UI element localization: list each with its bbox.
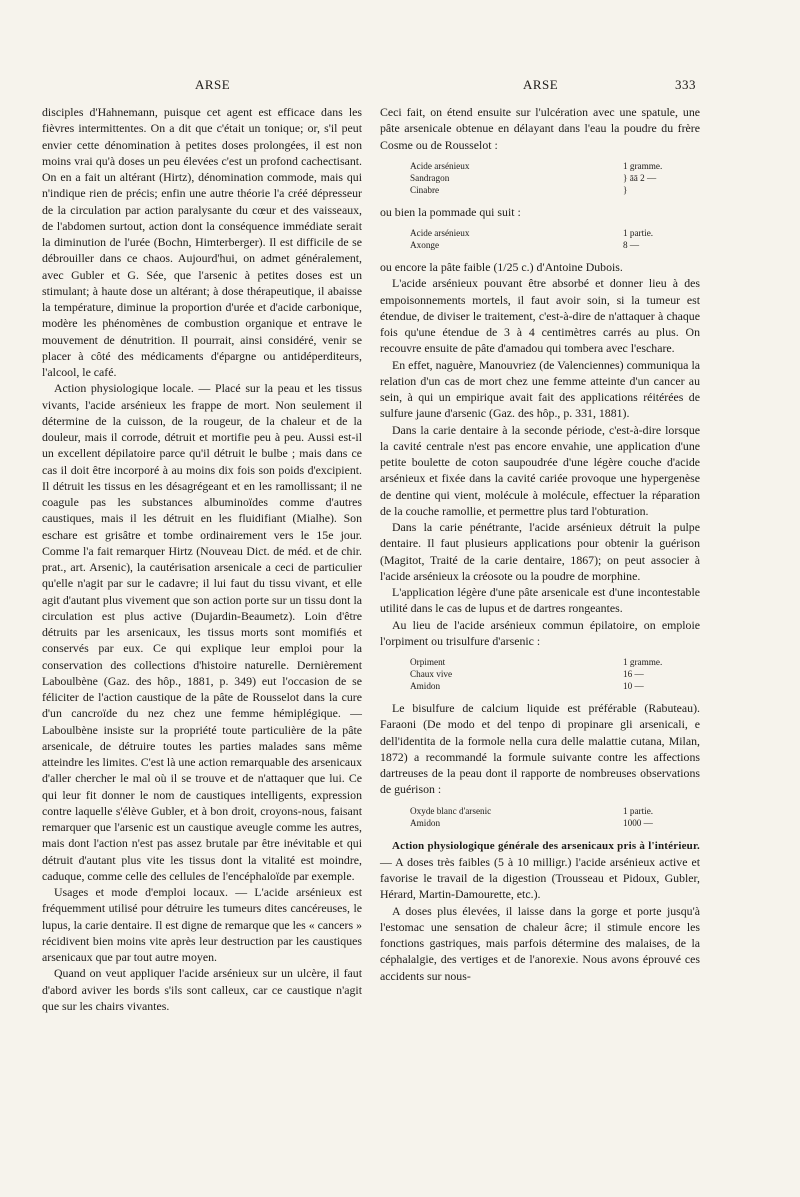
paragraph: ou encore la pâte faible (1/25 c.) d'Antoine Dubois. bbox=[380, 260, 623, 274]
page-number: 333 bbox=[675, 77, 696, 92]
formula-row: Chaux vive 16 — bbox=[410, 669, 644, 679]
paragraph: Dans la carie pénétrante, l'acide arsénieux détruit la pulpe dentaire. Il faut plusieurs applications pour obtenir la guérison (Magitot, Traité de la carie dentaire, 1867); on peut associer à l'acide arsénieux la créosote ou la poudre de morphine. bbox=[380, 520, 700, 583]
paragraph: Le bisulfure de calcium liquide est préférable (Rabuteau). Faraoni (De modo et del tenpo di propinare gli arsenicali, e dell'identita de la formole nella cura delle malattie cutana, Milan, 1872) a recommandé la formule suivante contre les affections dartreuses de la peau dont il rapporte de nombreuses observations de guérison : bbox=[380, 701, 700, 797]
formula-row: Acide arsénieux 1 partie. bbox=[410, 228, 654, 238]
formula-rousselot bbox=[410, 160, 700, 196]
formula-row: Acide arsénieux 1 gramme. bbox=[410, 160, 663, 171]
paragraph: L'application légère d'une pâte arsenicale est d'une incontestable utilité dans le cas de lupus et de dartres rongeantes. bbox=[380, 585, 700, 616]
section-heading: Action physiologique générale des arsenicaux pris à l'intérieur. bbox=[392, 839, 700, 852]
formula-faraoni bbox=[410, 805, 700, 829]
formula-row: Oxyde blanc d'arsenic 1 partie. bbox=[410, 805, 654, 816]
left-column bbox=[42, 104, 362, 1014]
paragraph: Ceci fait, on étend ensuite sur l'ulcération avec une spatule, une pâte arsenicale obtenue en délayant dans l'eau la poudre du frère Cosme ou de Rousselot : bbox=[380, 105, 700, 152]
formula-row: Amidon 10 — bbox=[410, 681, 644, 691]
paragraph: ou bien la pommade qui suit : bbox=[380, 204, 521, 219]
formula-row: Sandragon } āā 2 — bbox=[410, 172, 657, 183]
formula-pommade bbox=[410, 227, 700, 251]
paragraph: Quand on veut appliquer l'acide arsénieux sur un ulcère, il faut d'abord aviver les bords s'ils sont calleux, car ce caustique n'agit que sur les chairs vivantes. bbox=[42, 966, 362, 1013]
paragraph: A doses plus élevées, il laisse dans la gorge et porte jusqu'à l'estomac une sensation de chaleur âcre; il stimule encore les fonctions gastriques, mais parfois détermine des malaises, de la céphalalgie, des vertiges et de l'anorexie. Nous avons éprouvé ces accidents sur nous- bbox=[380, 903, 700, 983]
formula-row: Cinabre } bbox=[410, 184, 628, 195]
paragraph: Dans la carie dentaire à la seconde période, c'est-à-dire lorsque la cavité centrale n'est pas encore envahie, une application d'une petite boulette de coton saupoudrée d'une légère couche d'acide arsénieux et fixée dans la cavité cariée provoque une hypergenèse de dentine qui vient, molécule à molécule, effectuer la réparation de la couche ramollie, et permettre plus tard l'obturation. bbox=[380, 422, 700, 518]
formula-row: Axonge 8 — bbox=[410, 240, 640, 250]
paragraph: En effet, naguère, Manouvriez (de Valenciennes) communiqua la relation d'un cas de mort chez une femme atteinte d'un cancer au sein, à qui un empirique avait fait des applications réitérées de sulfure jaune d'arsenic (Gaz. des hôp., p. 331, 1881). bbox=[380, 357, 700, 421]
paragraph-usages: Usages et mode d'emploi locaux. — L'acide arsénieux est fréquemment utilisé pour détruire les tumeurs dites cancéreuses, le lupus, la carie dentaire. Il est digne de remarque que les « cancers » récidivent bien moins vite après leur destruction par les caustiques arsenicaux que par tout autre moyen. bbox=[42, 885, 362, 964]
paragraph: L'acide arsénieux pouvant être absorbé et donner lieu à des empoisonnements mortels, il faut avoir soin, si la tumeur est étendue, de diviser le traitement, c'est-à-dire de n'attaquer à chaque fois qu'une étendue de 3 à 4 centimètres carrés au plus. On recouvre ensuite de pâte d'amadou qui tombera avec l'eschare. bbox=[380, 276, 700, 356]
paragraph-action-locale: Action physiologique locale. — Placé sur la peau et les tissus vivants, l'acide arsénieux les frappe de mort. Non seulement il détermine de la cuisson, de la rougeur, de la chaleur et de la douleur, mais il corrode, détruit et mortifie peu à peu. Aussi est-il un excellent dépilatoire parce qu'il détruit le bulbe ; mais dans ce cas il doit être incorporé à au moins dix fois son poids d'excipient. Il détruit les tissus en les désagrégeant et en les ramollissant; il ne coagule pas les substances albuminoïdes comme d'autres caustiques, mais il les détruit en les fluidifiant (Mialhe). Son eschare est grisâtre et tombe ordinairement vers le 15e jour. Comme l'a fait remarquer Hirtz (Nouveau Dict. de méd. et de chir. prat., art. Arsenic), la cautérisation arsenicale a ceci de particulier qu'elle n'agit par sur le cadavre; il lui faut du tissu vivant, et elle agit d'autant plus vivement que son action porte sur un tissu dont la circulation est plus active (Dujardin-Beaumetz). Loin d'être détruits par les arsenicaux, les tissus morts sont momifiés et conservés par eux. Ce qui explique leur emploi pour la conservation des collections d'histoire naturelle. Dernièrement Laboulbène (Gaz. des hôp., 1881, p. 349) eut l'occasion de se féliciter de l'action caustique de la pâte de Rousselot dans la cure d'un cancroïde du nez chez une femme hémiplégique. — Laboulbène insiste sur la propriété toute particulière de la pâte arsenicale, de détruire toutes les parties malades sans même atteindre les limites. C'est là une action remarquable des arsenicaux d'aller chercher le mal où il se trouve et de n'attaquer que lui. Ce qui leur fit donner le nom de caustiques intelligents, expression contre laquelle s'élève Gubler, et à bon droit, croyons-nous, faisant remarquer que l'arsenic est un caustique aveugle comme les autres, mais dont l'action n'est pas assez brutale par être inévitable et qui détruit d'autant plus vite les tissus dont la vitalité est moindre, caduque, comme celle des cellules de l'encéphaloïde par exemple. bbox=[42, 381, 362, 883]
paragraph: disciples d'Hahnemann, puisque cet agent est efficace dans les fièvres intermittentes. On a dit que c'était un tonique; or, s'il peut envier cette dénomination à petites doses prolongées, il est non moins vrai qu'à doses un peu élevées c'est un profond cachectisant. On en a fait un altérant (Hirtz), dénomination commode, mais qui n'indique rien de précis; enfin une autre théorie l'a créé dépresseur de la circulation par action paralysante du cœur et des vaisseaux, de l'abdomen surtout, action dont la conséquence immédiate serait la diminution de l'urée (Bochn, Himterberger). Il est difficile de se débrouiller dans ce chaos. Aujourd'hui, on admet généralement, avec Gubler et G. Sée, que l'arsenic à petites doses est un stimulant; à haute dose un altérant; à dose thérapeutique, il abaisse la température, diminue la proportion d'urée et d'acide carbonique, modère les phénomènes de combustion organique et entrave le mouvement de dénutrition. Il pourrait, ainsi considéré, venir se placer à côté des médicaments d'épargne ou antidéperditeurs, l'alcool, le café. bbox=[42, 105, 362, 379]
section-text: — A doses très faibles (5 à 10 milligr.) l'acide arsénieux active et favorise le travail de la digestion (Trousseau et Pidoux, Gubler, Hérard, Martin-Damourette, etc.). bbox=[380, 854, 700, 902]
formula-orpiment bbox=[410, 656, 700, 692]
formula-row: Orpiment 1 gramme. bbox=[410, 657, 663, 667]
running-head-right: ARSE bbox=[523, 77, 559, 92]
right-column bbox=[380, 104, 700, 984]
running-head-left: ARSE bbox=[195, 77, 231, 92]
paragraph: Au lieu de l'acide arsénieux commun épilatoire, on emploie l'orpiment ou trisulfure d'arsenic : bbox=[380, 617, 700, 648]
formula-row: Amidon 1000 — bbox=[410, 817, 653, 828]
paragraph-action-generale bbox=[380, 837, 700, 903]
